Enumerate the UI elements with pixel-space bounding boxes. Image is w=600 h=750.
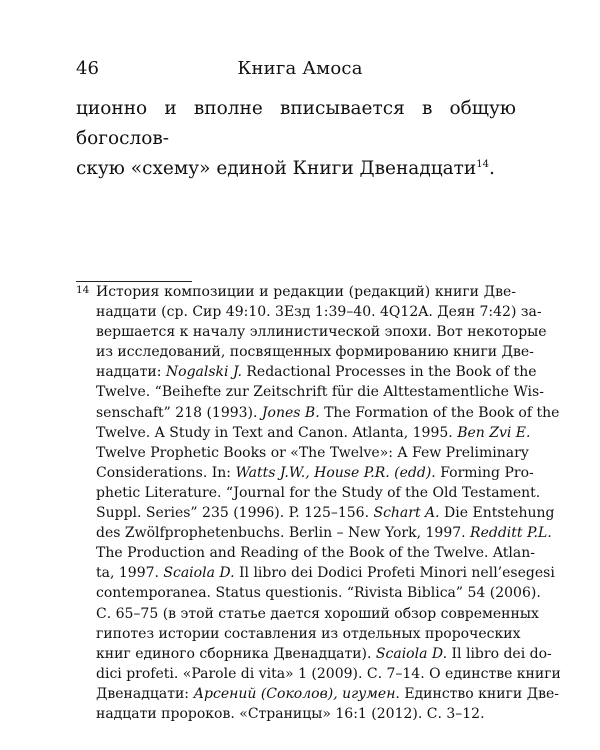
footnote-segment: contemporanea. Status questionis. “Rivista Biblica” 54 (2006). (96, 585, 541, 602)
body-line (76, 154, 516, 184)
footnote-italic-segment: Арсений (Соколов), игумен. (193, 685, 400, 702)
footnote-italic-segment: Scaiola D. (375, 645, 448, 662)
footnote-segment: С. 65–75 (в этой статье дается хороший обзор современных (96, 605, 539, 622)
footnote-segment: вершается к началу эллинистической эпохи. Вот некоторые (96, 324, 547, 341)
footnote-segment: ta, 1997. (96, 565, 164, 582)
page-number: 46 (76, 58, 99, 79)
footnote-segment: Twelve. “Beihefte zur Zeitschrift für die Alttestamentliche Wis- (96, 384, 544, 401)
footnote-line (96, 543, 535, 563)
footnote-segment: Forming Pro- (435, 464, 534, 481)
footnote-line (96, 322, 547, 342)
footnote-segment: Considerations. In: (96, 464, 236, 481)
footnote-segment: dici profeti. «Parole di vita» 1 (2009). С. 7–14. О единстве книги (96, 665, 561, 682)
footnote-segment: phetic Literature. “Journal for the Study of the Old Testament. (96, 484, 541, 501)
footnote-line (96, 704, 516, 724)
body-line-end: . (488, 158, 495, 179)
footnote-line (96, 483, 541, 503)
footnote-segment: Twelve. A Study in Text and Canon. Atlanta, 1995. (96, 424, 458, 441)
footnote-segment: надцати (ср. Сир 49:10. 3Езд 1:39–40. 4Q12A. Деян 7:42) за- (96, 304, 542, 321)
footnote-italic-segment: Scaiola D. (163, 565, 235, 582)
running-title: Книга Амоса (237, 58, 363, 79)
footnote-segment: Redactional Processes in the Book of the (241, 364, 537, 381)
footnote-line (96, 302, 542, 322)
footnote-line (96, 563, 555, 583)
footnote-italic-segment: Schart A. (373, 505, 440, 522)
footnote (76, 282, 561, 724)
footnote-segment: Twelve Prophetic Books or «The Twelve»: A Few Preliminary (96, 444, 529, 461)
body-line: ционно и вполне вписывается в общую богослов- (76, 98, 516, 149)
footnote-segment: Suppl. Series” 235 (1996). P. 125–156. (96, 505, 374, 522)
footnote-line (96, 423, 531, 443)
footnote-line (96, 443, 529, 463)
footnote-line (96, 382, 544, 402)
footnote-segment: Il libro dei Dodici Profeti Minori nell’esegesi (234, 565, 555, 582)
footnote-segment: надцати пророков. «Страницы» 16:1 (2012). С. 3–12. (96, 705, 485, 722)
footnote-reference: 14 (476, 158, 489, 170)
footnote-line (96, 362, 537, 382)
footnote-segment: книг единого сборника Двенадцати). (96, 645, 376, 662)
footnote-segment: История композиции и редакции (редакций) книги Две- (96, 284, 516, 300)
body-line-text: скую «схему» единой Книги Двенадцати (76, 158, 477, 179)
footnote-italic-segment: Nogalski J. (165, 364, 242, 381)
footnote-line (96, 604, 539, 624)
footnote-segment: из исследований, посвященных формированию книги Две- (96, 344, 534, 361)
footnote-italic-segment: Ben Zvi E. (457, 424, 531, 441)
footnote-segment: The Formation of the Book of the (319, 404, 560, 421)
footnote-line (96, 583, 541, 603)
footnote-line (96, 664, 561, 684)
footnote-segment: Единство книги Две- (399, 685, 559, 702)
footnote-italic-segment: Redditt P.L. (470, 525, 552, 542)
footnote-segment: Il libro dei do- (447, 645, 552, 662)
footnote-segment: гипотез истории составления из отдельных пророческих (96, 625, 521, 642)
footnote-segment: The Production and Reading of the Book of the Twelve. Atlan- (96, 545, 535, 562)
footnote-text (96, 282, 561, 724)
footnote-italic-segment: Jones B. (261, 404, 320, 421)
footnote-line (96, 624, 521, 644)
footnote-italic-segment: Watts J.W., House P.R. (edd). (235, 464, 436, 481)
footnote-line (96, 644, 552, 664)
footnote-segment: senschaft” 218 (1993). (96, 404, 262, 421)
footnote-segment: Двенадцати: (96, 685, 194, 702)
footnote-line (96, 342, 534, 362)
footnote-number: 14 (76, 284, 90, 296)
footnote-segment: Die Entstehung (439, 505, 555, 522)
footnote-line (96, 282, 516, 302)
footnote-line (96, 523, 552, 543)
footnote-line (96, 503, 555, 523)
footnote-line (96, 403, 560, 423)
footnote-line (96, 684, 559, 704)
footnote-line (96, 463, 534, 483)
footnote-segment: надцати: (96, 364, 166, 381)
body-text (76, 94, 516, 184)
footnote-segment: des Zwölfprophetenbuchs. Berlin – New York, 1997. (96, 525, 471, 542)
